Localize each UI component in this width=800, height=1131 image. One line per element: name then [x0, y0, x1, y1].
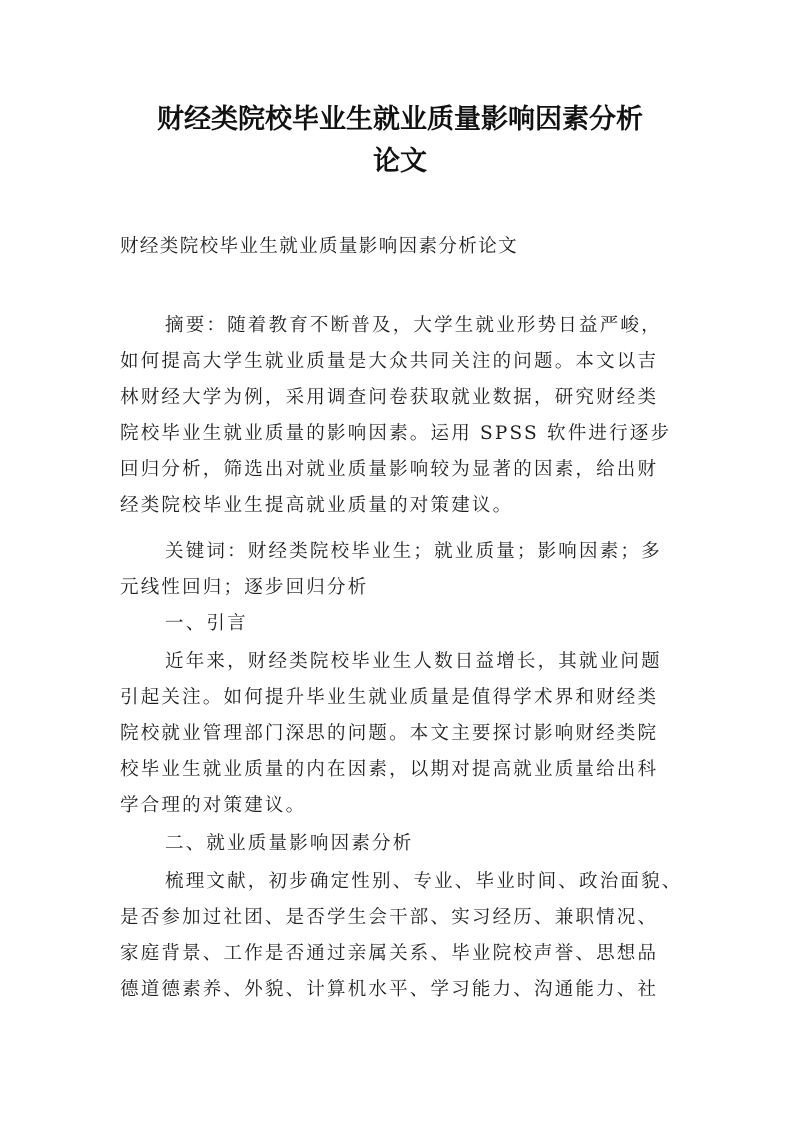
- introduction-line: 引起关注。如何提升毕业生就业质量是值得学术界和财经类: [120, 687, 659, 708]
- abstract-line: 摘要：随着教育不断普及，大学生就业形势日益严峻，: [165, 315, 662, 336]
- keywords-line: 关键词：财经类院校毕业生；就业质量；影响因素；多: [165, 541, 662, 562]
- abstract-line: 院校毕业生就业质量的影响因素。运用 SPSS 软件进行逐步: [120, 423, 672, 444]
- section-heading-introduction: 一、引言: [165, 613, 248, 634]
- analysis-line: 家庭背景、工作是否通过亲属关系、毕业院校声誉、思想品: [120, 943, 659, 964]
- analysis-line: 是否参加过社团、是否学生会干部、实习经历、兼职情况、: [120, 907, 659, 928]
- document-title-line-2: 论文: [373, 146, 427, 177]
- analysis-line: 梳理文献，初步确定性别、专业、毕业时间、政治面貌、: [165, 871, 683, 892]
- introduction-line: 学合理的对策建议。: [120, 795, 307, 816]
- abstract-line: 如何提高大学生就业质量是大众共同关注的问题。本文以吉: [120, 351, 659, 372]
- introduction-line: 校毕业生就业质量的内在因素，以期对提高就业质量给出科: [120, 759, 659, 780]
- introduction-line: 近年来，财经类院校毕业生人数日益增长，其就业问题: [165, 651, 662, 672]
- abstract-line: 林财经大学为例，采用调查问卷获取就业数据，研究财经类: [120, 387, 659, 408]
- analysis-line: 德道德素养、外貌、计算机水平、学习能力、沟通能力、社: [120, 979, 659, 1000]
- abstract-line: 经类院校毕业生提高就业质量的对策建议。: [120, 495, 514, 516]
- section-heading-analysis: 二、就业质量影响因素分析: [165, 833, 414, 854]
- abstract-line: 回归分析，筛选出对就业质量影响较为显著的因素，给出财: [120, 459, 659, 480]
- document-subtitle: 财经类院校毕业生就业质量影响因素分析论文: [120, 236, 519, 257]
- document-title-line-1: 财经类院校毕业生就业质量影响因素分析: [157, 104, 643, 135]
- introduction-line: 院校就业管理部门深思的问题。本文主要探讨影响财经类院: [120, 723, 659, 744]
- keywords-line: 元线性回归；逐步回归分析: [120, 577, 369, 598]
